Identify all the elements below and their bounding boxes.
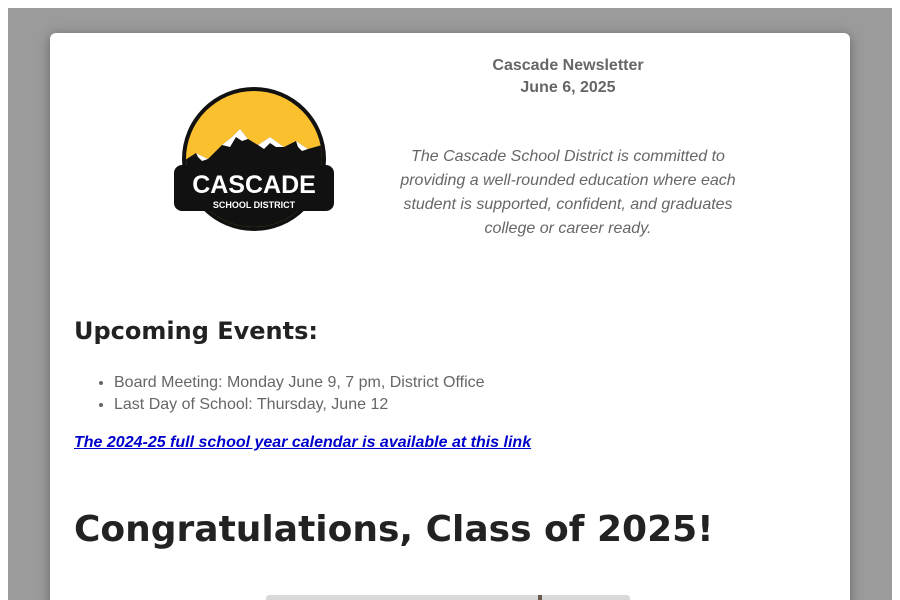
graduation-photo <box>266 595 630 600</box>
newsletter-date: June 6, 2025 <box>520 79 616 96</box>
congratulations-heading: Congratulations, Class of 2025! <box>74 509 714 550</box>
photo-detail <box>538 595 542 600</box>
event-item-last-day: • Last Day of School: Thursday, June 12 <box>114 394 485 416</box>
event-item-board-meeting: • Board Meeting: Monday June 9, 7 pm, District Office <box>114 372 485 394</box>
district-logo <box>174 87 334 237</box>
newsletter-title: Cascade Newsletter <box>492 57 644 74</box>
school-calendar-link[interactable]: The 2024-25 full school year calendar is available at this link <box>74 434 532 451</box>
email-viewport <box>8 8 892 600</box>
upcoming-events-heading: Upcoming Events: <box>74 317 318 345</box>
newsletter-header <box>396 55 740 241</box>
logo-name-text: CASCADE <box>192 171 316 199</box>
mission-statement: The Cascade School District is committed to providing a well-rounded education where each student is supported, confident, and graduates college or career ready. <box>400 148 736 237</box>
cascade-mountain-logo-icon <box>174 87 334 237</box>
events-list <box>74 372 485 416</box>
newsletter-card <box>50 33 850 600</box>
logo-subtitle-text: SCHOOL DISTRICT <box>212 200 296 210</box>
